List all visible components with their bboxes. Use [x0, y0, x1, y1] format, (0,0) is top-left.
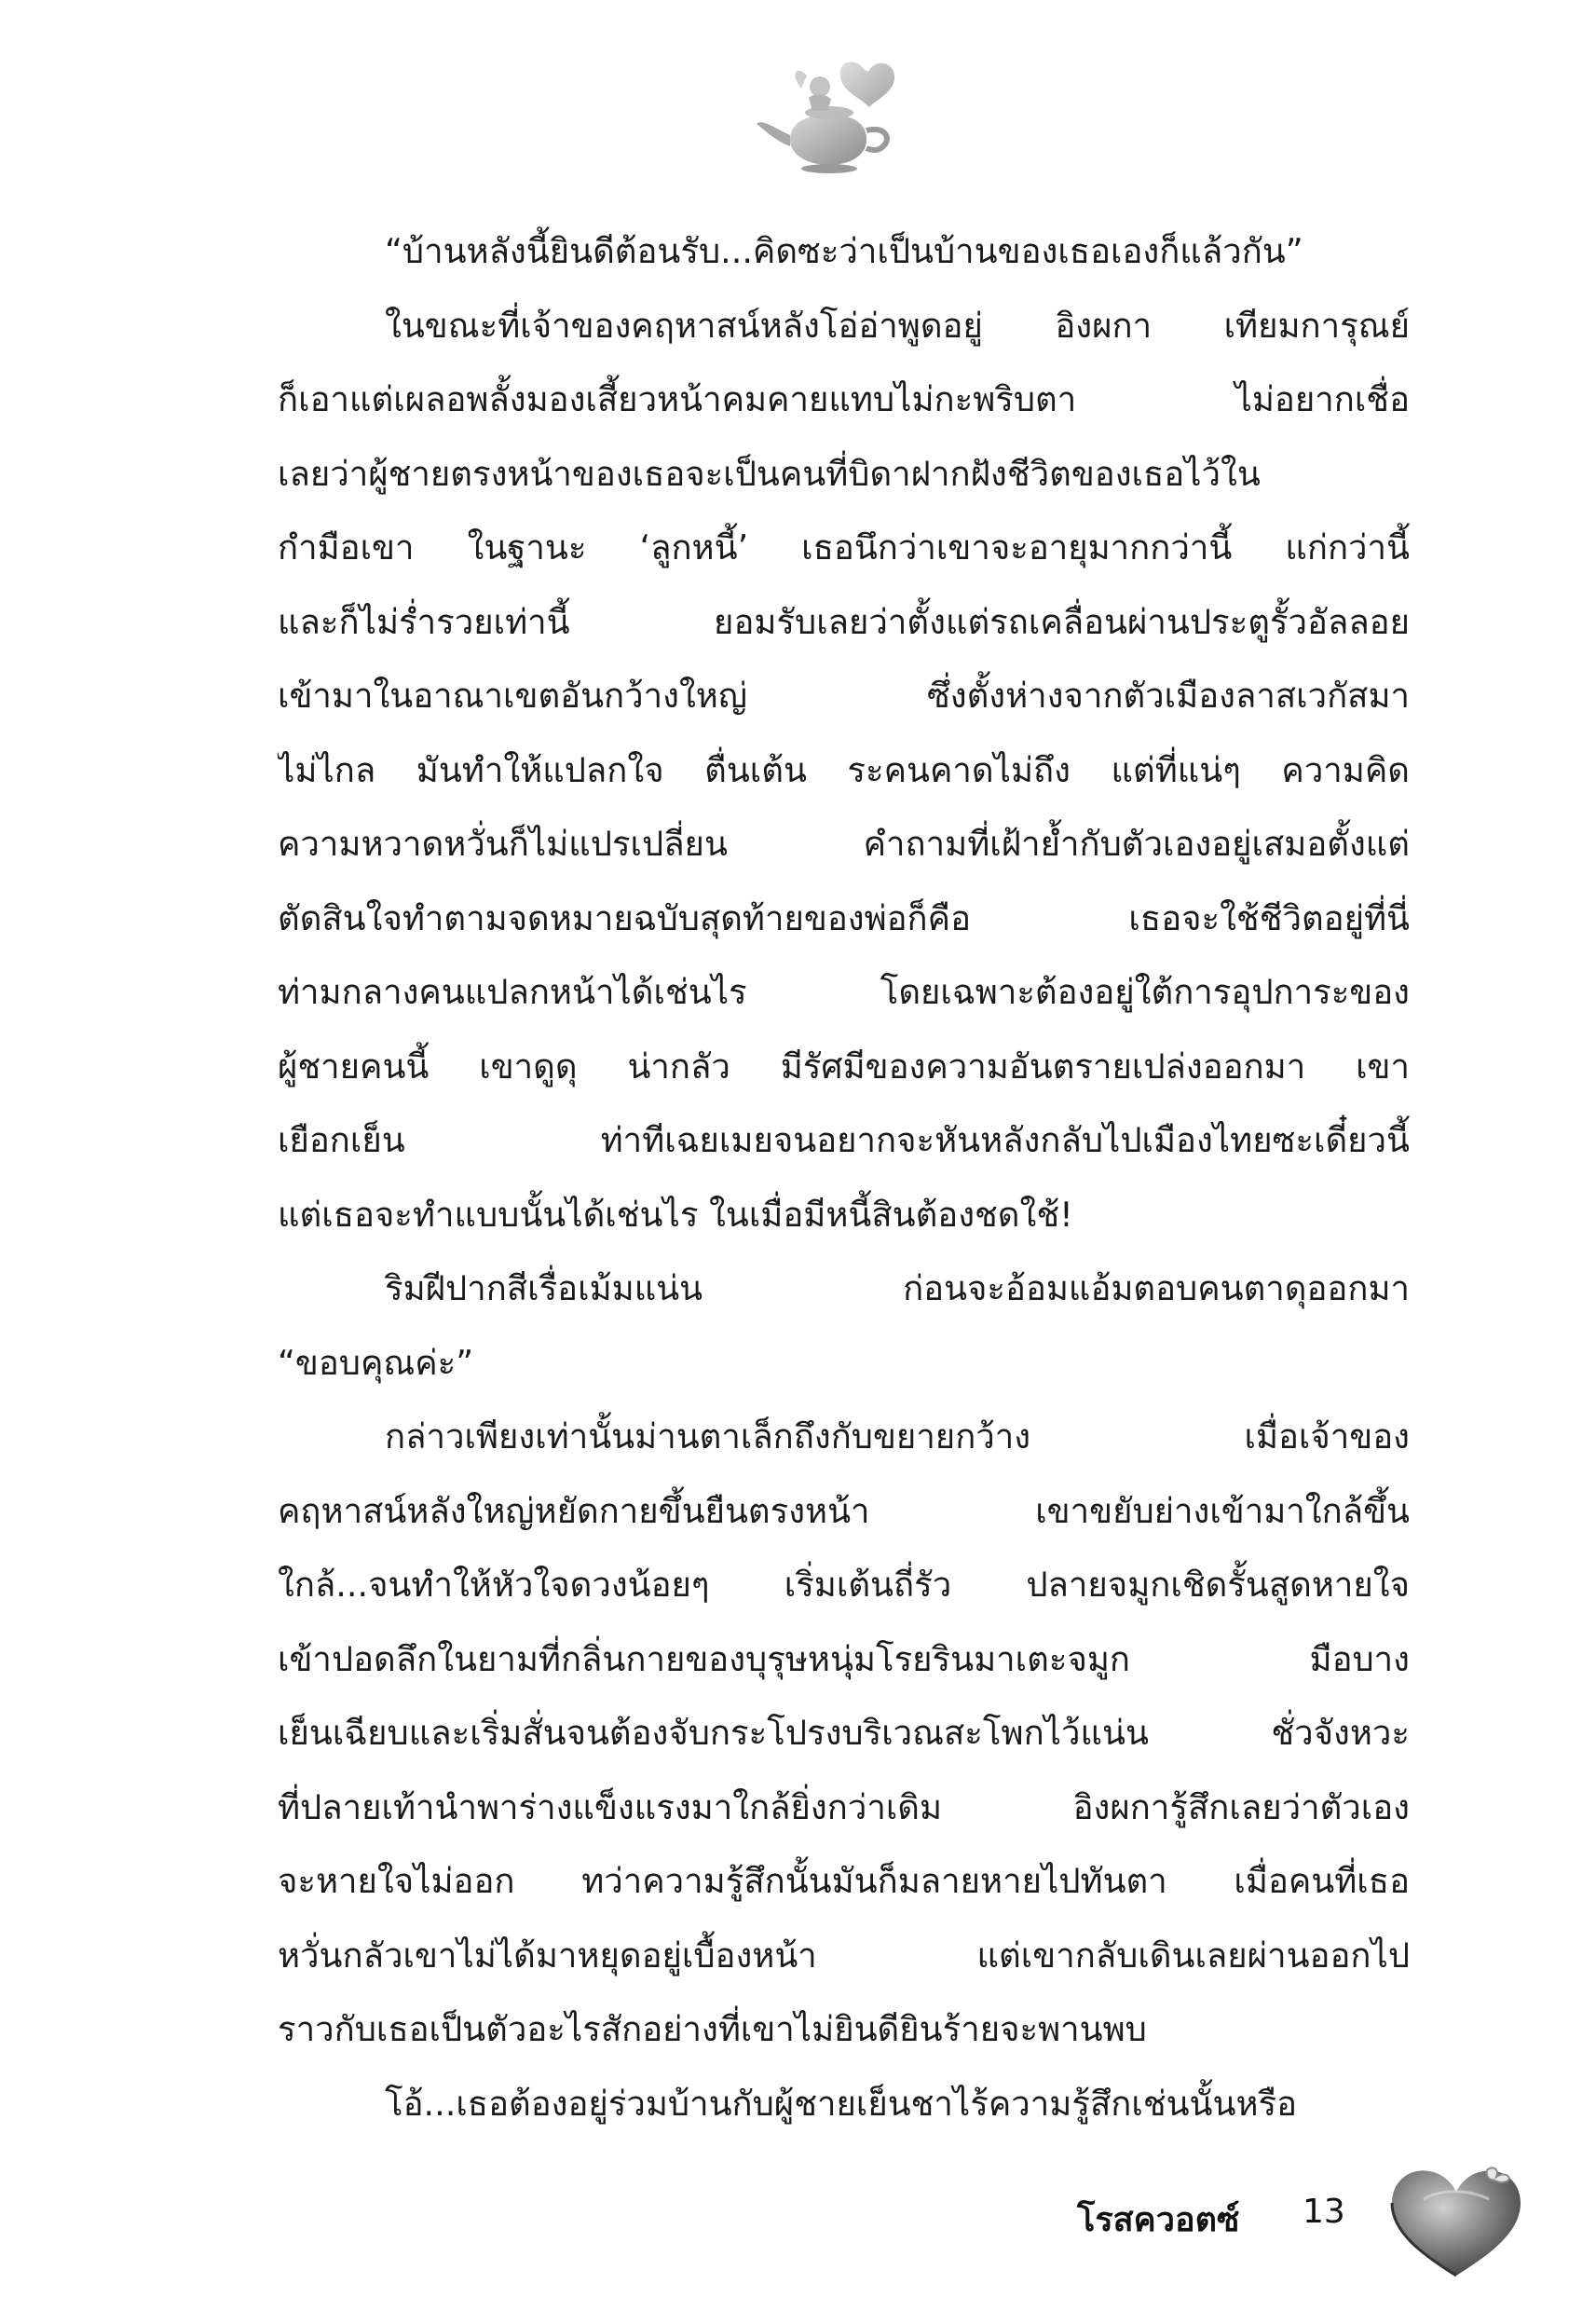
text-line: ความหวาดหวั่นก็ไม่แปรเปลี่ยน คำถามที่เฝ้าย้ำกับตัวเองอยู่เสมอตั้งแต่ [278, 824, 1410, 864]
book-title: โรสควอตซ์ [1077, 2201, 1240, 2239]
body-text [278, 214, 1410, 2140]
text-line: และก็ไม่ร่ำรวยเท่านี้ ยอมรับเลยว่าตั้งแต่รถเคลื่อนผ่านประตูรั้วอัลลอย [278, 601, 1410, 642]
text-line: เลยว่าผู้ชายตรงหน้าของเธอจะเป็นคนที่บิดาฝากฝังชีวิตของเธอไว้ใน [278, 453, 1261, 494]
text-line: กำมือเขา ในฐานะ ‘ลูกหนี้’ เธอนึกว่าเขาจะอายุมากกว่านี้ แก่กว่านี้ [278, 527, 1410, 567]
text-line: เข้ามาในอาณาเขตอันกว้างใหญ่ ซึ่งตั้งห่างจากตัวเมืองลาสเวกัสมา [278, 676, 1410, 716]
text-line: เย็นเฉียบและเริ่มสั่นจนต้องจับกระโปรงบริเวณสะโพกไว้แน่น ชั่วจังหวะ [278, 1713, 1410, 1753]
text-line: หวั่นกลัวเขาไม่ได้มาหยุดอยู่เบื้องหน้า แต่เขากลับเดินเลยผ่านออกไป [278, 1935, 1410, 1976]
page-number: 13 [1303, 2193, 1345, 2231]
text-line: ในขณะที่เจ้าของคฤหาสน์หลังโอ่อ่าพูดอยู่ อิงผกา เทียมการุณย์ [385, 305, 1410, 346]
text-line: เยือกเย็น ท่าทีเฉยเมยจนอยากจะหันหลังกลับไปเมืองไทยซะเดี๋ยวนี้ [278, 1120, 1410, 1160]
text-line: ใกล้...จนทำให้หัวใจดวงน้อยๆ เริ่มเต้นถี่รัว ปลายจมูกเชิดรั้นสูดหายใจ [278, 1565, 1410, 1605]
cupid-teapot-icon [753, 51, 902, 177]
text-line: กล่าวเพียงเท่านั้นม่านตาเล็กถึงกับขยายกว้าง เมื่อเจ้าของ [385, 1416, 1410, 1456]
text-line: ท่ามกลางคนแปลกหน้าได้เช่นไร โดยเฉพาะต้องอยู่ใต้การอุปการะของ [278, 972, 1410, 1012]
text-line: เข้าปอดลึกในยามที่กลิ่นกายของบุรุษหนุ่มโรยรินมาเตะจมูก มือบาง [278, 1638, 1410, 1679]
text-line: “ขอบคุณค่ะ” [278, 1342, 474, 1383]
text-line: ริมฝีปากสีเรื่อเม้มแน่น ก่อนจะอ้อมแอ้มตอบคนตาดุออกมา [385, 1268, 1410, 1308]
text-line: ผู้ชายคนนี้ เขาดูดุ น่ากลัว มีรัศมีของความอันตรายเปล่งออกมา เขา [278, 1046, 1410, 1087]
text-line: โอ้...เธอต้องอยู่ร่วมบ้านกับผู้ชายเย็นชาไร้ความรู้สึกเช่นนั้นหรือ [385, 2083, 1298, 2124]
text-line: ตัดสินใจทำตามจดหมายฉบับสุดท้ายของพ่อก็คือ เธอจะใช้ชีวิตอยู่ที่นี่ [278, 897, 1410, 938]
text-line: ราวกับเธอเป็นตัวอะไรสักอย่างที่เขาไม่ยินดียินร้ายจะพานพบ [278, 2009, 1147, 2049]
text-line: แต่เธอจะทำแบบนั้นได้เช่นไร ในเมื่อมีหนี้สินต้องชดใช้! [278, 1194, 1073, 1235]
text-line: ก็เอาแต่เผลอพลั้งมองเสี้ยวหน้าคมคายแทบไม่กะพริบตา ไม่อยากเชื่อ [278, 379, 1410, 419]
text-line: “บ้านหลังนี้ยินดีต้อนรับ...คิดซะว่าเป็นบ้านของเธอเองก็แล้วกัน” [385, 231, 1303, 271]
text-line: ที่ปลายเท้านำพาร่างแข็งแรงมาใกล้ยิ่งกว่าเดิม อิงผการู้สึกเลยว่าตัวเอง [278, 1786, 1410, 1827]
text-line: จะหายใจไม่ออก ทว่าความรู้สึกนั้นมันก็มลายหายไปทันตา เมื่อคนที่เธอ [278, 1861, 1410, 1901]
text-line: ไม่ไกล มันทำให้แปลกใจ ตื่นเต้น ระคนคาดไม่ถึง แต่ที่แน่ๆ ความคิด [278, 749, 1410, 790]
text-line: คฤหาสน์หลังใหญ่หยัดกายขึ้นยืนตรงหน้า เขาขยับย่างเข้ามาใกล้ขึ้น [278, 1490, 1410, 1531]
heart-gift-icon [1386, 2162, 1526, 2281]
